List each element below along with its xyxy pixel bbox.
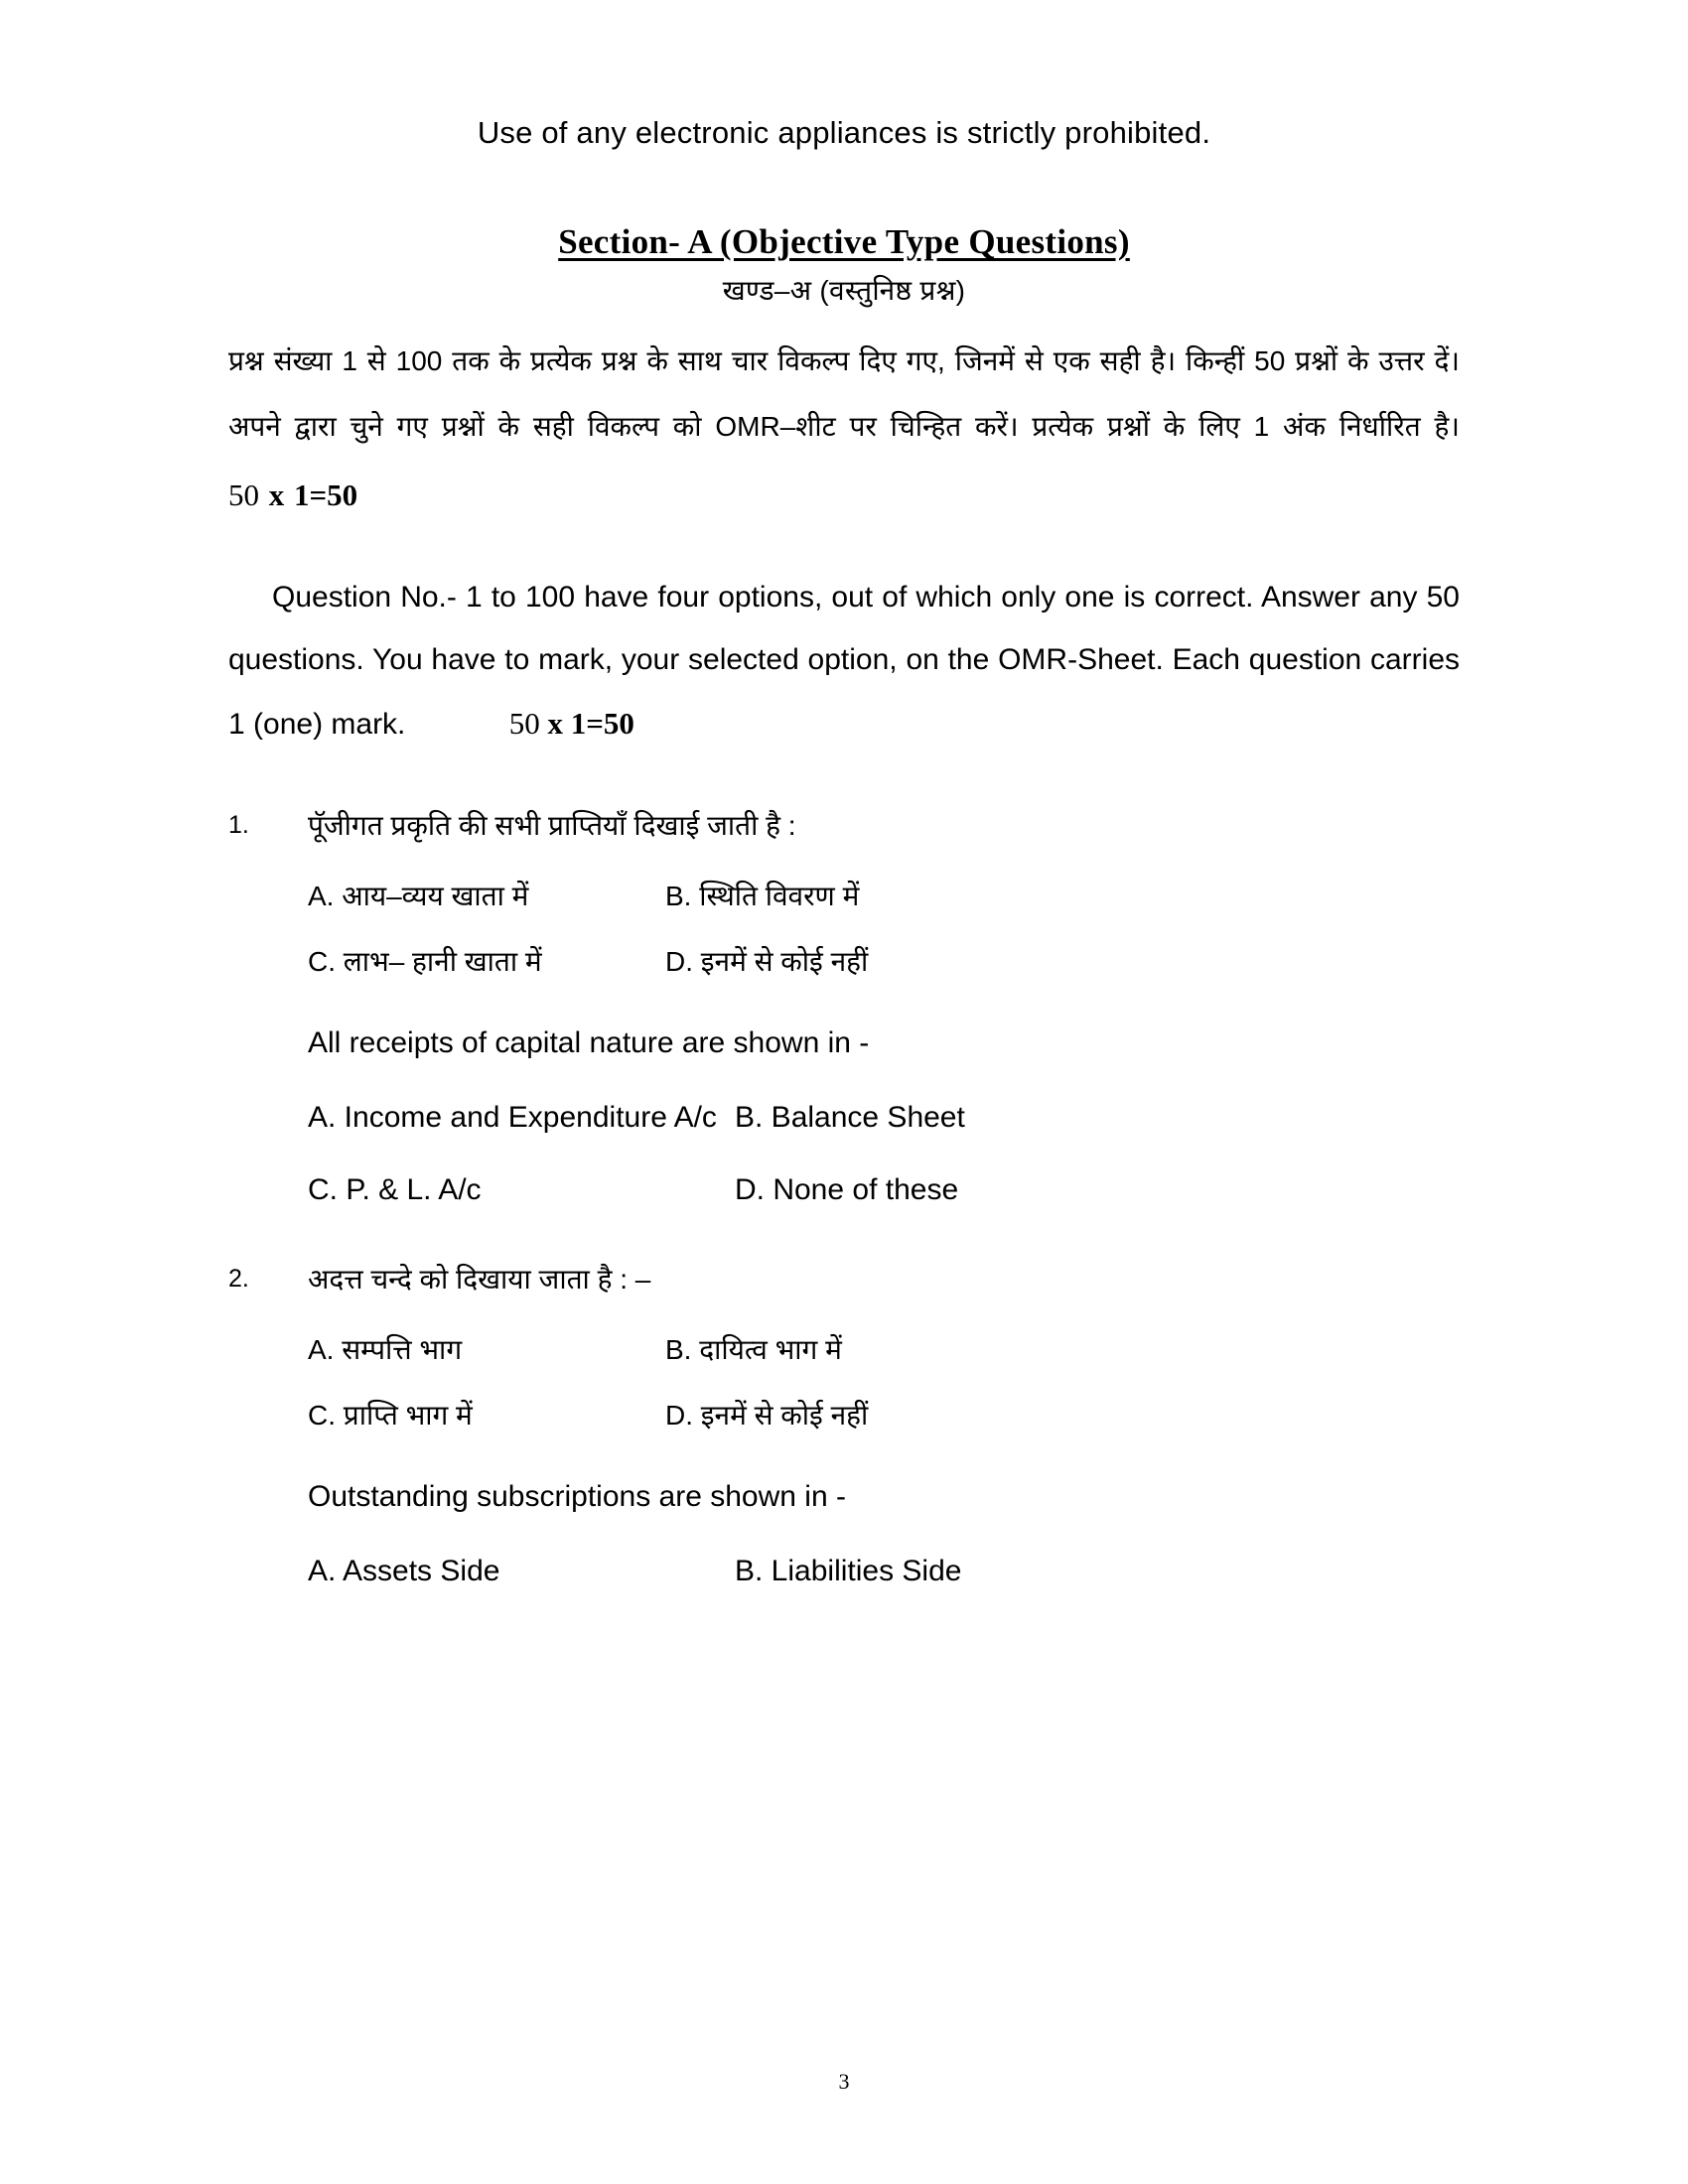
marks-hindi-count: 50 [228,477,259,512]
question-2-body [308,1261,1460,1590]
instructions-hindi [228,329,1460,531]
question-2-options-english-row-1 [308,1552,1460,1590]
marks-note-hindi [228,478,357,512]
page-number: 3 [838,2069,850,2094]
marks-english-count: 50 [508,705,540,741]
section-heading-english: Section- A (Objective Type Questions) [558,222,1130,262]
instruction-hindi-line-2: सही है। किन्हीं 50 प्रश्नों के उत्तर दें। अपने द्वारा चुने गए प्रश्नों के सही विकल्प को [228,345,1460,442]
instruction-hindi-line-1: प्रश्न संख्या 1 से 100 तक के प्रत्येक प्रश्न के साथ चार विकल्प दिए गए, जिनमें से एक [228,345,1090,377]
instruction-english-line-2: correct. Answer any 50 questions. You have to mark, your selected option, [228,580,1460,676]
instruction-hindi-line-3: OMR–शीट पर चिन्हित करें। प्रत्येक प्रश्नों के लिए 1 अंक निर्धारित है। [715,410,1460,442]
question-2-number: 2. [228,1264,249,1293]
question-1-row [228,807,1460,1209]
question-2-text-hindi: अदत्त चन्दे को दिखाया जाता है : – [308,1263,651,1295]
instruction-english-line-3: on the OMR-Sheet. Each question carries 1 (one) mark. [228,642,1460,741]
question-1-body [308,807,1460,1209]
question-2-option-b-hindi[interactable]: B. दायित्व भाग में [665,1333,842,1365]
marks-english-operator: x [547,705,563,741]
question-1-option-a-hindi[interactable]: A. आय–व्यय खाता में [308,880,529,911]
question-1-options-hindi-row-2 [308,944,1460,980]
question-2-option-a-hindi[interactable]: A. सम्पत्ति भाग [308,1333,463,1365]
question-2-options-hindi-row-1 [308,1332,1460,1368]
question-1-option-c-hindi[interactable]: C. लाभ– हानी खाता में [308,945,542,977]
question-2-option-d-hindi[interactable]: D. इनमें से कोई नहीं [665,1399,869,1431]
question-item-2 [228,1261,1460,1590]
marks-hindi-value: 1=50 [294,477,358,512]
question-1-option-d-english[interactable]: D. None of these [735,1172,959,1206]
question-1-option-a-english[interactable]: A. Income and Expenditure A/c [308,1100,717,1134]
marks-english-value: 1=50 [570,705,634,741]
electronic-appliances-notice: Use of any electronic appliances is strictly prohibited. [477,115,1211,150]
section-heading [228,222,1460,309]
question-2-text-english: Outstanding subscriptions are shown in - [308,1480,846,1514]
question-1-text-hindi: पूॅजीगत प्रकृति की सभी प्राप्तियाँ दिखाई जाती है : [308,809,796,841]
question-1-text-english: All receipts of capital nature are shown in - [308,1026,870,1060]
question-1-options-english-row-1 [308,1098,1460,1137]
question-2-option-c-hindi[interactable]: C. प्राप्ति भाग में [308,1399,473,1431]
marks-note-english [509,706,634,741]
question-1-options-english-row-2 [308,1170,1460,1209]
instruction-english-line-1: Question No.- 1 to 100 have four options, out of which only one is [272,580,1146,614]
question-item-1 [228,807,1460,1209]
question-1-option-d-hindi[interactable]: D. इनमें से कोई नहीं [665,945,869,977]
question-1-options-hindi-row-1 [308,879,1460,914]
question-2-options-hindi-row-2 [308,1398,1460,1433]
marks-hindi-operator: x [268,477,285,512]
question-2-option-a-english[interactable]: A. Assets Side [308,1554,500,1587]
question-1-option-b-hindi[interactable]: B. स्थिति विवरण में [665,880,860,911]
question-1-option-c-english[interactable]: C. P. & L. A/c [308,1172,482,1206]
question-2-row [228,1261,1460,1590]
question-1-option-b-english[interactable]: B. Balance Sheet [735,1100,965,1134]
question-2-option-b-english[interactable]: B. Liabilities Side [735,1554,962,1587]
question-1-number: 1. [228,810,249,839]
section-heading-hindi: खण्ड–अ (वस्तुनिष्ठ प्रश्न) [722,275,966,307]
instructions-english [228,566,1460,755]
